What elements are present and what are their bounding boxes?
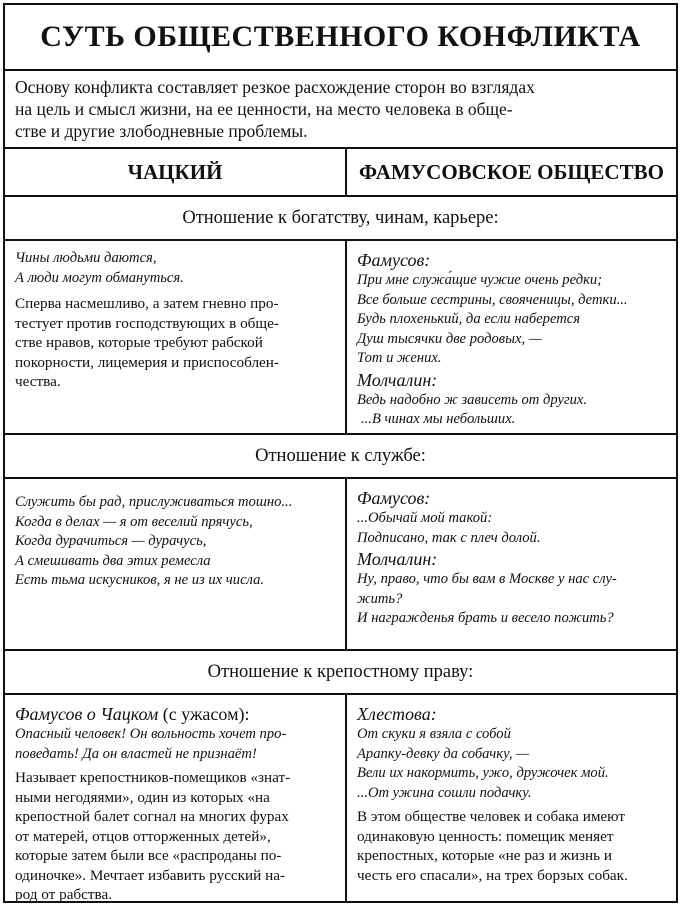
famusov-cell: [347, 695, 676, 901]
chatsky-cell: [5, 241, 345, 433]
text-line: тестует против господствующих в обще-: [15, 314, 279, 332]
quote-line: Будь плохенький, да если наберется: [357, 311, 581, 327]
section-body-service: [5, 479, 676, 651]
speaker-name: Молчалин:: [357, 369, 438, 390]
text-line: стве нравов, которые требуют рабской: [15, 334, 263, 351]
famusov-cell: [347, 241, 676, 433]
text-line: от матерей, отцов отторженных детей»,: [15, 827, 271, 845]
text-line: которые затем были все «распроданы по-: [15, 847, 282, 864]
column-header-famusov-society: ФАМУСОВСКОЕ ОБЩЕСТВО: [359, 159, 664, 184]
intro-line: Основу конфликта составляет резкое расхождение сторон во взглядах: [15, 77, 535, 97]
quote-line: Вели их накормить, ужо, дружочек мой.: [357, 765, 609, 781]
speaker-name: Фамусов:: [357, 488, 431, 508]
text-line: В этом обществе человек и собака имеют: [357, 808, 625, 825]
quote-line: Тот и жених.: [357, 350, 442, 366]
text-line: ными негодяями», один из которых «на: [15, 788, 270, 806]
speaker-name: Хлестова:: [357, 704, 437, 724]
quote-line: Есть тьма искусников, я не из их числа.: [15, 572, 265, 588]
quote-line: ...Обычай мой такой:: [357, 510, 493, 526]
quote-line: Когда в делах — я от веселий прячусь,: [15, 513, 253, 530]
text-line: крепостной балет согнал на многих фурах: [15, 808, 289, 825]
page-title: СУТЬ ОБЩЕСТВЕННОГО КОНФЛИКТА: [5, 5, 676, 71]
text-line: Сперва насмешливо, а затем гневно про-: [15, 295, 279, 312]
quote-line: Арапку-девку да собачку, —: [357, 745, 530, 762]
quote-line: жить?: [357, 590, 403, 607]
text-line: честь его спасали», на трех борзых собак.: [357, 866, 628, 884]
quote-line: ...В чинах мы небольших.: [361, 411, 516, 427]
conflict-table: [3, 3, 678, 903]
speaker-heading: [15, 703, 335, 725]
quote-line: ...От ужина сошли подачку.: [357, 784, 532, 801]
text-line: одинаковую ценность: помещик меняет: [357, 827, 614, 845]
quote-line: А смешивать два этих ремесла: [15, 552, 211, 569]
text-line: крепостных, которые «не раз и жизнь и: [357, 847, 612, 864]
speaker-name: Молчалин:: [357, 549, 438, 569]
quote-line: Все больше сестрины, свояченицы, детки...: [357, 291, 628, 308]
speaker-name: Фамусов о Чацком: [15, 704, 159, 724]
quote-line: При мне служа́щие чужие очень редки;: [357, 272, 603, 288]
quote-line: Подписано, так с плеч долой.: [357, 529, 541, 546]
speaker-note: (с ужасом):: [162, 704, 250, 724]
chatsky-cell: [5, 479, 345, 649]
column-headers: [5, 149, 676, 197]
quote-line: Опасный человек! Он вольность хочет про-: [15, 726, 287, 742]
quote-line: От скуки я взяла с собой: [357, 726, 511, 742]
text-line: Называет крепостников-помещиков «знат-: [15, 769, 291, 786]
section-body-wealth: [5, 241, 676, 435]
section-heading-service: Отношение к службе:: [5, 435, 676, 479]
section-heading-serfdom: Отношение к крепостному праву:: [5, 651, 676, 695]
intro-line: на цель и смысл жизни, на ее ценности, на место человека в обще-: [15, 99, 513, 119]
text-line: покорности, лицемерия и приспособлен-: [15, 353, 279, 371]
intro-line: стве и другие злободневные проблемы.: [15, 121, 308, 141]
quote-line: Ведь надобно ж зависеть от других.: [357, 391, 588, 408]
section-heading-wealth: Отношение к богатству, чинам, карьере:: [5, 197, 676, 241]
chatsky-cell: [5, 695, 345, 901]
quote-line: Душ тысячки две родовых, —: [357, 330, 542, 347]
section-body-serfdom: [5, 695, 676, 901]
quote-line: поведать! Да он властей не признаёт!: [15, 745, 257, 762]
famusov-cell: [347, 479, 676, 649]
quote-line: Когда дурачиться — дурачусь,: [15, 533, 207, 549]
column-header-chatsky: ЧАЦКИЙ: [127, 159, 223, 184]
quote-line: А люди могут обмануться.: [15, 269, 184, 286]
text-line: одиночке». Мечтает избавить русский на-: [15, 866, 286, 884]
quote-line: И награжденья брать и весело пожить?: [357, 610, 614, 626]
text-line: род от рабства.: [15, 886, 113, 903]
quote-line: Чины людьми даются,: [15, 250, 157, 266]
quote-line: Ну, право, что бы вам в Москве у нас слу-: [357, 571, 617, 587]
text-line: чества.: [15, 373, 61, 390]
quote-line: Служить бы рад, прислуживаться тошно...: [15, 494, 293, 510]
speaker-name: Фамусов:: [357, 250, 431, 270]
intro-paragraph: [5, 71, 676, 149]
